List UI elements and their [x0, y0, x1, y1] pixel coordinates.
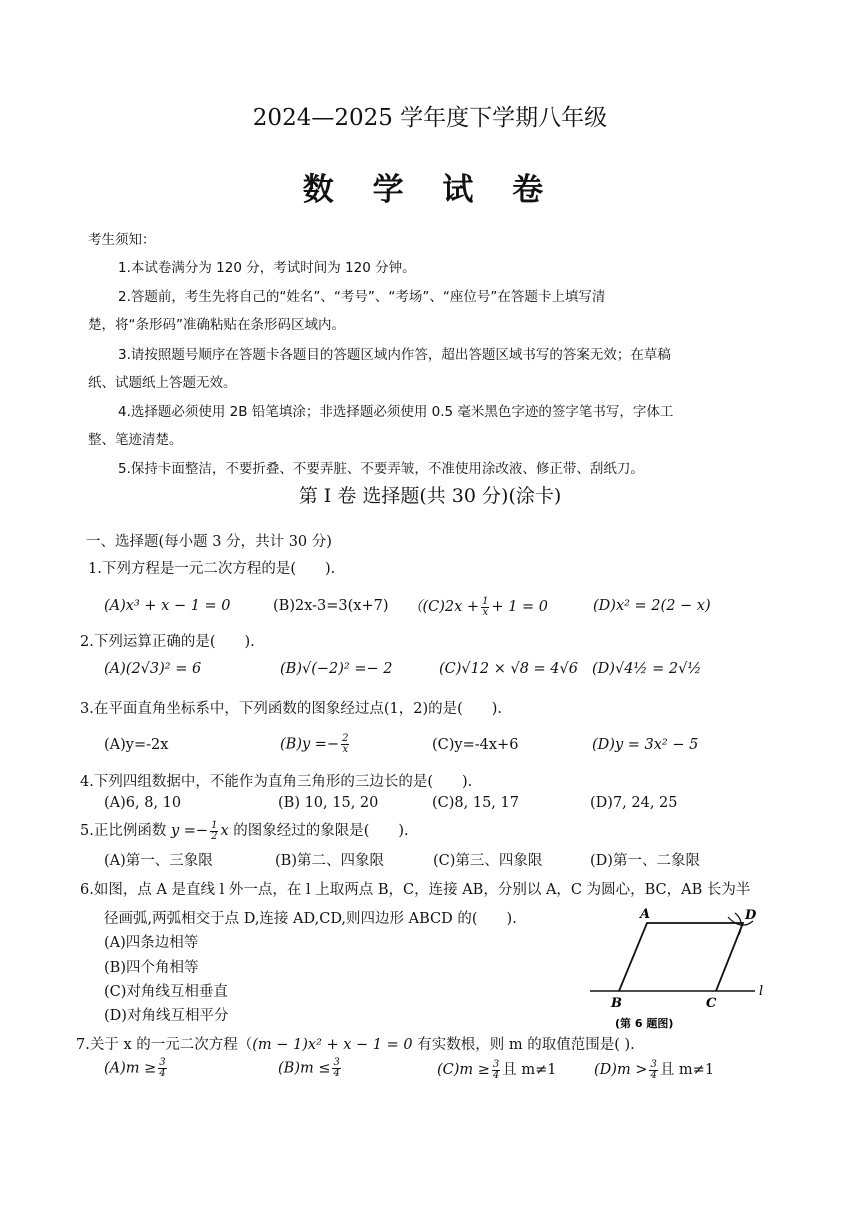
part-heading: 一、选择题(每小题 3 分，共计 30 分)	[86, 534, 332, 550]
label-l: l	[759, 984, 764, 999]
q5-option-a: (A)第一、三象限	[104, 853, 213, 869]
q4-option-d: (D)7, 24, 25	[590, 795, 678, 811]
quadrilateral-abcd	[619, 923, 743, 991]
q1-option-b: (B)2x-3=3(x+7)	[273, 598, 389, 614]
q7-stem: 7.关于 x 的一元二次方程（(m − 1)x² + x − 1 = 0 有实数根，则 m 的取值范围是( ).	[76, 1037, 635, 1053]
notice-item-1: 1.本试卷满分为 120 分，考试时间为 120 分钟。	[118, 260, 416, 276]
label-a: A	[640, 907, 651, 922]
q2-option-d: (D)√4½ = 2√½	[592, 661, 702, 677]
q3-stem: 3.在平面直角坐标系中，下列函数的图象经过点(1，2)的是( ).	[80, 701, 503, 717]
q3-option-b: (B)y =− $\frac{2}{x}$	[280, 733, 349, 755]
notice-heading: 考生须知：	[88, 232, 156, 248]
q6-option-a: (A)四条边相等	[104, 935, 199, 951]
notice-item-4: 4.选择题必须使用 2B 铅笔填涂；非选择题必须使用 0.5 毫米黑色字迹的签字笔书写，字体工	[118, 404, 674, 420]
q3-option-d: (D)y = 3x² − 5	[592, 737, 699, 753]
notice-item-2: 2.答题前，考生先将自己的“姓名”、“考号”、“考场”、“座位号”在答题卡上填写清	[118, 289, 606, 305]
notice-item-3-cont: 纸、试题纸上答题无效。	[88, 375, 237, 391]
q2-option-b: (B)√(−2)² =− 2	[280, 661, 393, 677]
q6-stem-2: 径画弧,两弧相交于点 D,连接 AD,CD,则四边形 ABCD 的( ).	[104, 911, 517, 927]
q5-option-c: (C)第三、四象限	[433, 853, 543, 869]
q4-option-c: (C)8, 15, 17	[432, 795, 519, 811]
q2-stem: 2.下列运算正确的是( ).	[80, 634, 255, 650]
q6-option-b: (B)四个角相等	[104, 960, 199, 976]
exam-title: 2024—2025 学年度下学期八年级	[252, 105, 608, 131]
q3-option-c: (C)y=-4x+6	[432, 737, 519, 753]
q7-option-c: (C)m ≥ $\frac{3}{4}$ 且 m≠1	[437, 1058, 557, 1081]
q1-option-c: （(C)2x + $\frac{1}{x}$ + 1 = 0	[408, 595, 549, 618]
q6-option-d: (D)对角线互相平分	[104, 1008, 229, 1024]
q1-option-d: (D)x² = 2(2 − x)	[593, 598, 711, 614]
q7-option-a: (A)m ≥ $\frac{3}{4}$	[104, 1057, 166, 1079]
label-d: D	[745, 908, 757, 923]
label-c: C	[706, 996, 717, 1011]
q6-stem-1: 6.如图，点 A 是直线 l 外一点，在 l 上取两点 B，C，连接 AB，分别以 A，C 为圆心，BC，AB 长为半	[80, 882, 751, 898]
q3-option-a: (A)y=-2x	[104, 737, 169, 753]
notice-item-3: 3.请按照题号顺序在答题卡各题目的答题区域内作答，超出答题区域书写的答案无效；在草稿	[118, 347, 671, 363]
q4-option-b: (B) 10, 15, 20	[278, 795, 379, 811]
q4-option-a: (A)6, 8, 10	[104, 795, 182, 811]
notice-item-5: 5.保持卡面整洁，不要折叠、不要弄脏、不要弄皱，不准使用涂改液、修正带、刮纸刀。	[118, 461, 644, 477]
q4-stem: 4.下列四组数据中，不能作为直角三角形的三边长的是( ).	[80, 774, 473, 790]
q5-stem: 5.正比例函数 y =− $\frac{1}{2}$ x 的图象经过的象限是( ).	[80, 819, 409, 842]
subject-title: 数 学 试 卷	[302, 172, 558, 208]
q2-option-a: (A)(2√3)² = 6	[104, 661, 202, 677]
notice-item-4-cont: 整、笔迹清楚。	[88, 432, 183, 448]
notice-item-2-cont: 楚，将“条形码”准确粘贴在条形码区域内。	[88, 317, 345, 333]
section-title: 第 I 卷 选择题(共 30 分)(涂卡)	[298, 485, 562, 507]
q7-option-d: (D)m > $\frac{3}{4}$ 且 m≠1	[594, 1058, 715, 1081]
q1-stem: 1.下列方程是一元二次方程的是( ).	[88, 561, 336, 577]
q6-option-c: (C)对角线互相垂直	[104, 984, 228, 1000]
q5-option-d: (D)第一、二象限	[590, 853, 700, 869]
q7-option-b: (B)m ≤ $\frac{3}{4}$	[278, 1057, 340, 1079]
figure-caption: (第 6 题图)	[615, 1017, 674, 1030]
q2-option-c: (C)√12 × √8 = 4√6	[439, 661, 579, 677]
q5-option-b: (B)第二、四象限	[275, 853, 384, 869]
label-b: B	[611, 996, 622, 1011]
q1-option-a: (A)x³ + x − 1 = 0	[104, 598, 231, 614]
q6-figure	[585, 903, 770, 1033]
